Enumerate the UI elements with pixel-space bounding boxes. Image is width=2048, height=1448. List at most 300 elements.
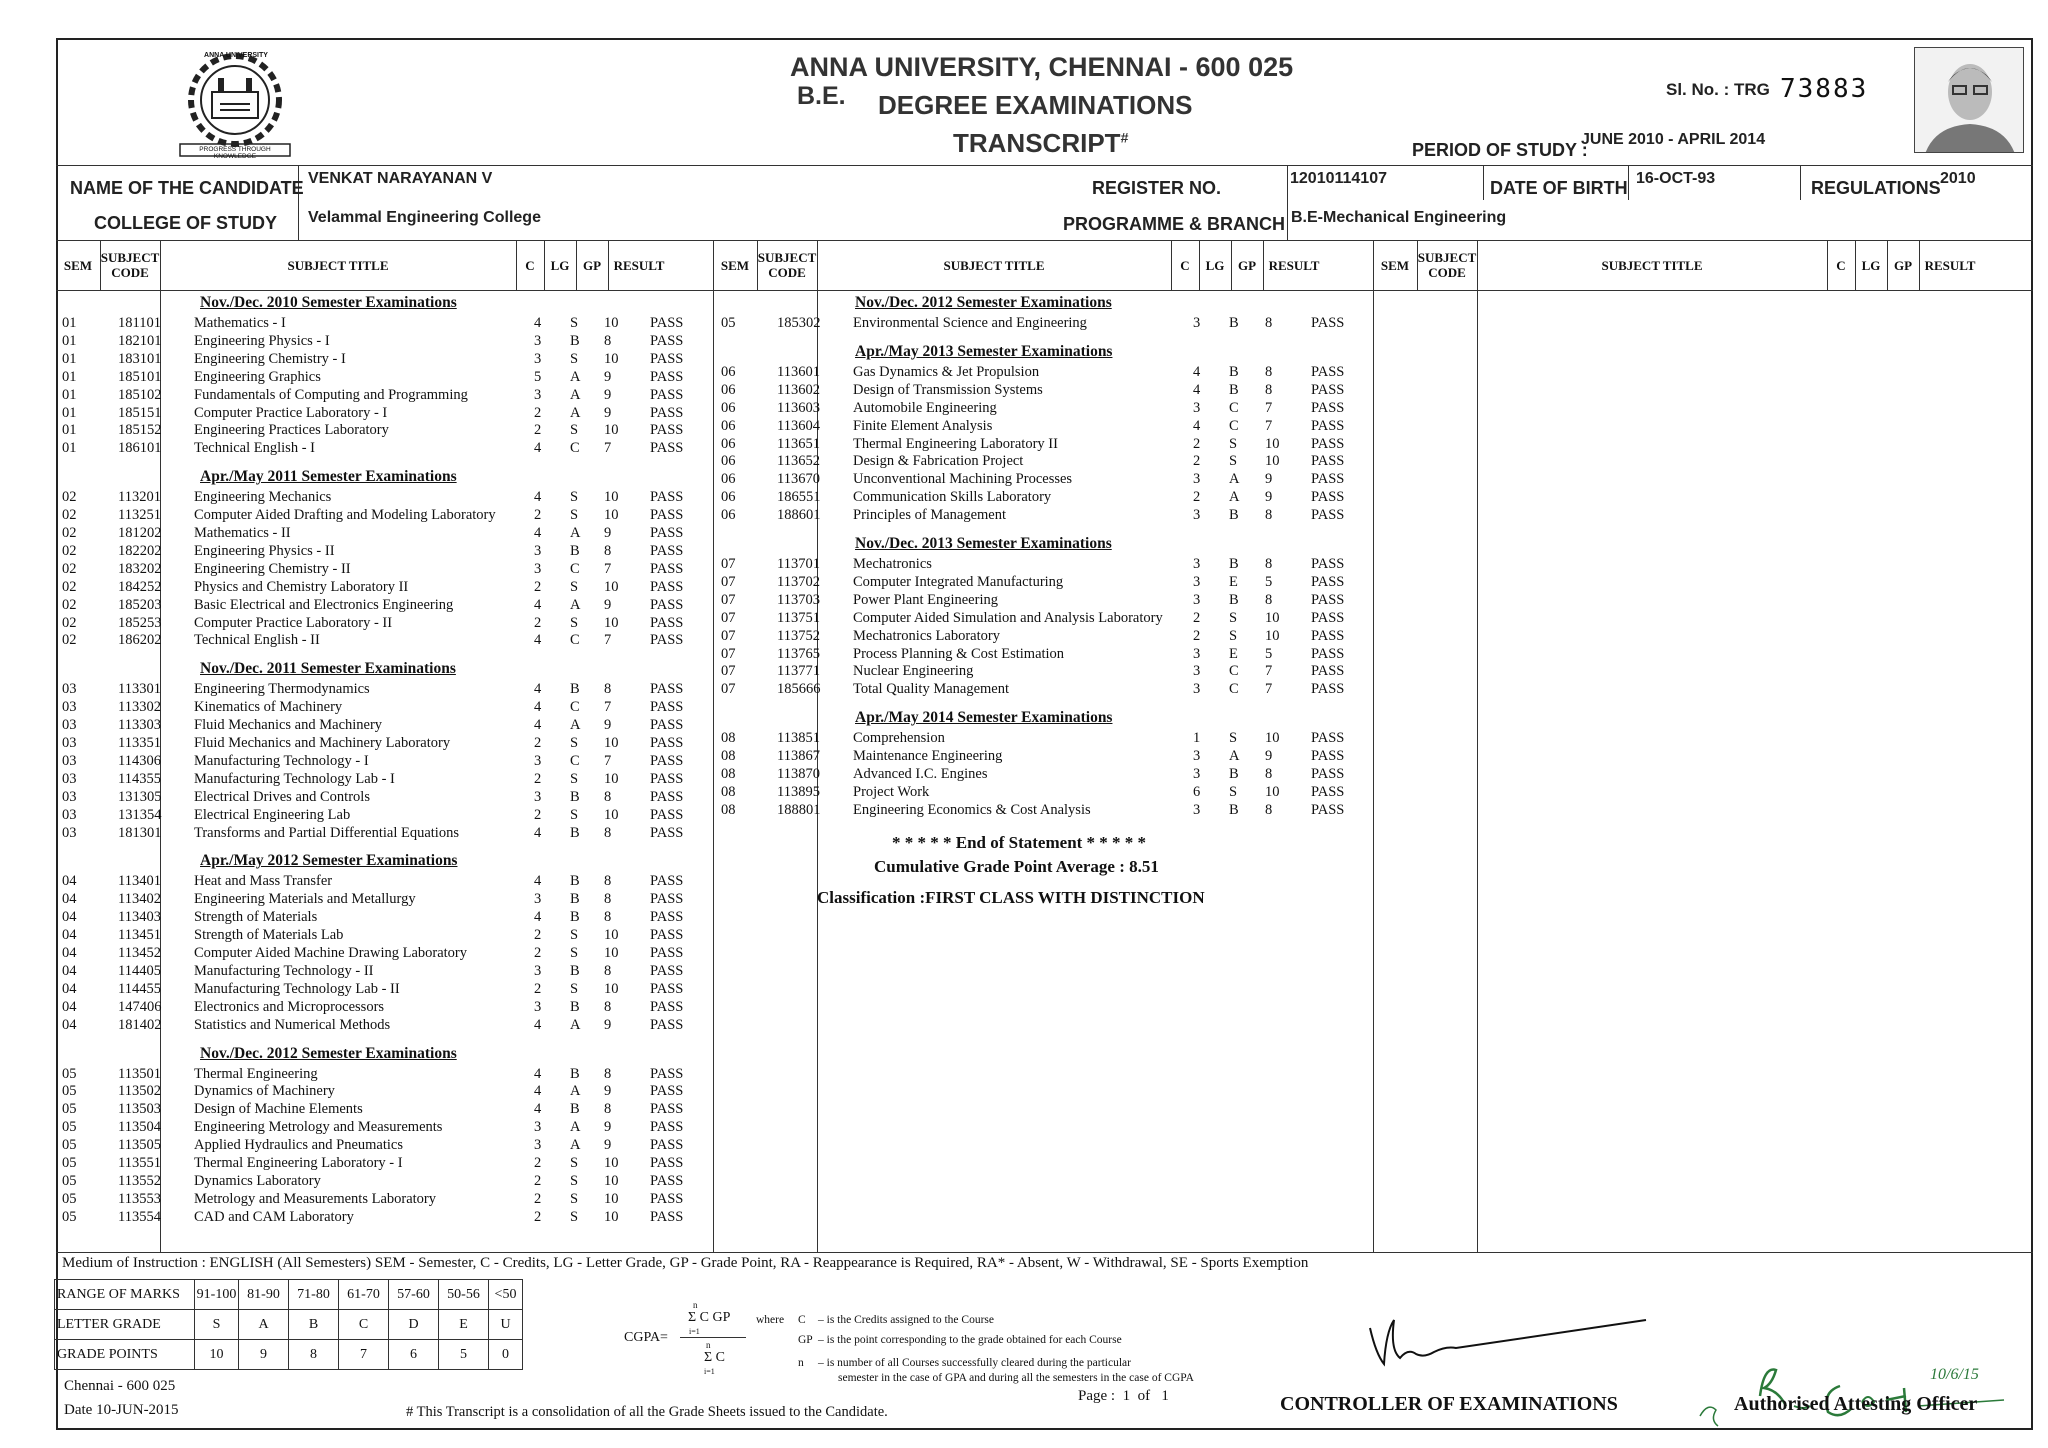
subject-row — [56, 439, 706, 457]
cell-title: Mechatronics — [853, 556, 932, 572]
cell-credits: 3 — [534, 788, 542, 805]
cell-code: 113702 — [777, 573, 820, 590]
cell-sem: 08 — [721, 748, 736, 765]
cell-code: 113302 — [118, 699, 161, 716]
column-head-gp: GP — [582, 257, 602, 273]
cell-title: Comprehension — [853, 730, 945, 747]
cell-title: Power Plant Engineering — [853, 591, 998, 608]
points-cell: 9 — [239, 1340, 289, 1370]
cell-grade-point: 9 — [1265, 748, 1273, 765]
cell-grade-point: 8 — [604, 824, 612, 841]
cell-title: Engineering Materials and Metallurgy — [194, 891, 416, 908]
cell-grade-point: 8 — [604, 681, 612, 698]
cell-title: Dynamics Laboratory — [194, 1172, 321, 1189]
subject-row — [713, 399, 1363, 417]
cell-sem: 03 — [62, 717, 77, 734]
cell-sem: 08 — [721, 801, 736, 818]
subject-row — [56, 386, 706, 404]
cell-letter-grade: A — [570, 1016, 581, 1033]
cell-result: PASS — [650, 1208, 684, 1225]
cell-sem: 08 — [721, 766, 736, 782]
consolidation-note: # This Transcript is a consolidation of all the Grade Sheets issued to the Candidate. — [406, 1404, 888, 1420]
cell-grade-point: 10 — [604, 1155, 619, 1171]
def-c-symbol: C — [798, 1314, 806, 1326]
period-label: PERIOD OF STUDY : — [1412, 140, 1588, 160]
cell-code: 113251 — [118, 507, 161, 524]
cell-letter-grade: B — [1229, 801, 1239, 818]
cell-letter-grade: S — [570, 1155, 579, 1171]
letter-cell: U — [489, 1310, 523, 1340]
cell-grade-point: 10 — [1265, 609, 1280, 626]
cell-result: PASS — [650, 315, 684, 331]
cell-result: PASS — [650, 404, 684, 421]
cell-title: Maintenance Engineering — [853, 748, 1003, 765]
cell-grade-point: 10 — [604, 578, 619, 595]
cell-letter-grade: A — [570, 1119, 581, 1136]
cell-grade-point: 7 — [604, 632, 612, 649]
subject-row — [56, 698, 706, 716]
cell-result: PASS — [650, 1190, 684, 1207]
cell-result: PASS — [650, 386, 684, 403]
def-gp-symbol: GP — [798, 1334, 813, 1346]
cell-code: 113701 — [777, 556, 820, 572]
cell-code: 113604 — [777, 417, 820, 434]
cgpa-value: Cumulative Grade Point Average : 8.51 — [874, 857, 1159, 876]
cell-title: Engineering Chemistry - II — [194, 560, 351, 577]
range-label: RANGE OF MARKS — [55, 1280, 195, 1310]
cell-code: 113603 — [777, 399, 820, 416]
cell-letter-grade: B — [570, 909, 580, 926]
cell-credits: 2 — [534, 927, 542, 944]
cell-result: PASS — [1311, 573, 1345, 590]
subject-row — [56, 908, 706, 926]
cell-code: 114355 — [118, 770, 161, 787]
place: Chennai - 600 025 — [64, 1378, 176, 1394]
cell-result: PASS — [650, 945, 684, 961]
cell-grade-point: 5 — [1265, 573, 1273, 590]
cell-sem: 01 — [62, 368, 77, 385]
cell-result: PASS — [650, 735, 684, 751]
degree-name: B.E. — [797, 82, 846, 110]
cell-title: Mechatronics Laboratory — [853, 627, 1000, 644]
cell-sem: 07 — [721, 573, 736, 590]
cell-grade-point: 9 — [604, 386, 612, 403]
cell-grade-point: 10 — [604, 806, 619, 823]
subject-row — [56, 1154, 706, 1172]
letter-cell: B — [289, 1310, 339, 1340]
cell-letter-grade: E — [1229, 645, 1238, 662]
cell-sem: 03 — [62, 681, 77, 698]
cell-letter-grade: A — [570, 404, 581, 421]
cell-grade-point: 5 — [1265, 645, 1273, 662]
subject-row — [713, 488, 1363, 506]
cell-credits: 2 — [534, 1190, 542, 1207]
cell-code: 185102 — [118, 386, 162, 403]
cell-grade-point: 7 — [604, 440, 612, 457]
cell-grade-point: 8 — [604, 542, 612, 559]
cell-title: Technical English - I — [194, 440, 315, 457]
cell-sem: 05 — [62, 1065, 77, 1082]
cell-title: Computer Aided Drafting and Modeling Laboratory — [194, 507, 496, 524]
cell-code: 181202 — [118, 525, 162, 541]
cell-code: 186551 — [777, 489, 821, 506]
cell-title: Engineering Chemistry - I — [194, 350, 346, 367]
cell-title: Design & Fabrication Project — [853, 453, 1024, 470]
cell-letter-grade: A — [1229, 489, 1240, 506]
cell-letter-grade: S — [570, 489, 579, 506]
subject-row — [56, 890, 706, 908]
cell-code: 113870 — [777, 766, 820, 782]
cell-title: CAD and CAM Laboratory — [194, 1208, 354, 1225]
cell-sem: 07 — [721, 645, 736, 662]
cell-title: Gas Dynamics & Jet Propulsion — [853, 363, 1040, 380]
cell-sem: 08 — [721, 730, 736, 747]
cell-sem: 04 — [62, 927, 77, 944]
formula-idx-top: i=1 — [689, 1327, 700, 1336]
cell-letter-grade: B — [570, 873, 580, 890]
cell-grade-point: 10 — [1265, 730, 1280, 747]
cell-title: Basic Electrical and Electronics Engineering — [194, 596, 454, 613]
subject-row — [56, 806, 706, 824]
cell-code: 185253 — [118, 614, 162, 631]
cell-credits: 3 — [1193, 573, 1201, 590]
cell-credits: 3 — [534, 542, 542, 559]
cell-result: PASS — [650, 717, 684, 734]
cell-grade-point: 10 — [604, 1172, 619, 1189]
cell-grade-point: 7 — [1265, 399, 1273, 416]
cell-grade-point: 8 — [604, 891, 612, 908]
cell-code: 181402 — [118, 1016, 162, 1033]
subject-row — [56, 421, 706, 439]
cell-code: 185302 — [777, 315, 821, 331]
column-head-c: C — [525, 257, 535, 273]
cell-code: 185152 — [118, 422, 162, 439]
cell-code: 113652 — [777, 453, 820, 470]
cell-credits: 4 — [534, 681, 542, 698]
formula-n-top: n — [693, 1300, 698, 1310]
cell-letter-grade: A — [1229, 471, 1240, 488]
cell-letter-grade: B — [1229, 591, 1239, 608]
cell-title: Manufacturing Technology - I — [194, 752, 369, 769]
attest-date: 10/6/15 — [1930, 1366, 1979, 1383]
column-head-result: RESULT — [613, 257, 665, 273]
cell-result: PASS — [1311, 399, 1345, 416]
points-cell: 10 — [195, 1340, 239, 1370]
cell-sem: 02 — [62, 578, 77, 595]
cell-letter-grade: S — [1229, 609, 1238, 626]
cell-credits: 2 — [534, 806, 542, 823]
def-n-line1: – is number of all Courses successfully cleared during the particular — [818, 1357, 1131, 1369]
cell-title: Engineering Thermodynamics — [194, 681, 370, 698]
cell-credits: 2 — [534, 980, 542, 997]
cell-grade-point: 8 — [604, 873, 612, 890]
column-head-lg: LG — [1205, 257, 1225, 273]
cell-title: Manufacturing Technology Lab - II — [194, 980, 400, 997]
cell-letter-grade: B — [570, 962, 580, 979]
cell-title: Metrology and Measurements Laboratory — [194, 1190, 436, 1207]
cell-title: Computer Practice Laboratory - II — [194, 614, 393, 631]
cell-credits: 3 — [534, 1137, 542, 1154]
cell-title: Technical English - II — [194, 632, 320, 649]
cell-credits: 3 — [1193, 471, 1201, 488]
cell-credits: 3 — [1193, 399, 1201, 416]
cell-credits: 4 — [534, 909, 542, 926]
cell-letter-grade: S — [570, 980, 579, 997]
cell-grade-point: 8 — [1265, 801, 1273, 818]
cell-letter-grade: C — [570, 752, 580, 769]
cell-sem: 02 — [62, 525, 77, 541]
cell-result: PASS — [1311, 435, 1345, 452]
cell-title: Thermal Engineering Laboratory II — [853, 435, 1058, 452]
cell-code: 113403 — [118, 909, 161, 926]
cell-result: PASS — [1311, 681, 1345, 698]
points-label: GRADE POINTS — [55, 1340, 195, 1370]
cell-credits: 2 — [534, 1172, 542, 1189]
cell-result: PASS — [1311, 627, 1345, 644]
subject-row — [56, 998, 706, 1016]
cell-credits: 2 — [534, 507, 542, 524]
column-head-gp: GP — [1893, 257, 1913, 273]
cell-credits: 4 — [534, 1065, 542, 1082]
cell-credits: 5 — [534, 368, 542, 385]
cell-title: Electronics and Microprocessors — [194, 998, 385, 1015]
cell-grade-point: 9 — [604, 368, 612, 385]
semester-heading: Nov./Dec. 2012 Semester Examinations — [855, 294, 1112, 311]
cell-credits: 2 — [534, 735, 542, 751]
cell-credits: 2 — [1193, 435, 1201, 452]
cell-grade-point: 8 — [604, 909, 612, 926]
subject-row — [713, 314, 1363, 332]
cell-sem: 04 — [62, 962, 77, 979]
cell-sem: 04 — [62, 998, 77, 1015]
cell-credits: 2 — [534, 404, 542, 421]
dob-label: DATE OF BIRTH — [1490, 178, 1628, 198]
cell-result: PASS — [650, 578, 684, 595]
cell-grade-point: 9 — [604, 525, 612, 541]
cell-result: PASS — [650, 806, 684, 823]
cell-credits: 3 — [1193, 748, 1201, 765]
subject-row — [56, 1208, 706, 1226]
cell-title: Thermal Engineering — [194, 1065, 318, 1082]
cell-code: 182202 — [118, 542, 162, 559]
cell-result: PASS — [650, 1137, 684, 1154]
cell-sem: 06 — [721, 453, 736, 470]
serial-number: 73883 — [1780, 74, 1869, 104]
cell-result: PASS — [650, 525, 684, 541]
cell-title: Thermal Engineering Laboratory - I — [194, 1155, 403, 1171]
cell-code: 185666 — [777, 681, 821, 698]
cell-code: 188801 — [777, 801, 821, 818]
period-value: JUNE 2010 - APRIL 2014 — [1581, 131, 1766, 148]
college-name: Velammal Engineering College — [308, 209, 541, 226]
cell-grade-point: 7 — [1265, 663, 1273, 680]
cell-grade-point: 8 — [604, 788, 612, 805]
semester-heading: Nov./Dec. 2010 Semester Examinations — [200, 294, 457, 311]
cell-sem: 01 — [62, 440, 77, 457]
letter-cell: D — [389, 1310, 439, 1340]
cell-sem: 08 — [721, 783, 736, 800]
cell-sem: 01 — [62, 315, 77, 331]
cell-code: 114405 — [118, 962, 161, 979]
cell-result: PASS — [650, 788, 684, 805]
range-cell: 81-90 — [239, 1280, 289, 1310]
subject-row — [56, 1172, 706, 1190]
cell-title: Fluid Mechanics and Machinery Laboratory — [194, 735, 451, 751]
cell-result: PASS — [650, 752, 684, 769]
cell-code: 113552 — [118, 1172, 161, 1189]
cell-result: PASS — [650, 632, 684, 649]
cell-grade-point: 10 — [604, 422, 619, 439]
cell-code: 113651 — [777, 435, 820, 452]
cell-credits: 3 — [534, 752, 542, 769]
cell-letter-grade: B — [570, 891, 580, 908]
column-head-result: RESULT — [1268, 257, 1320, 273]
cell-code: 113751 — [777, 609, 820, 626]
subject-row — [713, 363, 1363, 381]
cell-code: 183101 — [118, 350, 162, 367]
cell-sem: 06 — [721, 399, 736, 416]
cell-title: Engineering Graphics — [194, 368, 321, 385]
subject-row — [713, 573, 1363, 591]
cell-letter-grade: C — [1229, 663, 1239, 680]
cell-grade-point: 8 — [604, 962, 612, 979]
cell-credits: 6 — [1193, 783, 1201, 800]
cell-sem: 07 — [721, 591, 736, 608]
cell-letter-grade: B — [1229, 556, 1239, 572]
where-label: where — [756, 1314, 785, 1326]
cell-title: Engineering Practices Laboratory — [194, 422, 389, 439]
cell-letter-grade: B — [570, 332, 580, 349]
cell-letter-grade: C — [1229, 417, 1239, 434]
subject-row — [713, 470, 1363, 488]
subject-row — [56, 1100, 706, 1118]
cell-letter-grade: A — [570, 1083, 581, 1100]
cell-code: 113551 — [118, 1155, 161, 1171]
cell-credits: 3 — [534, 386, 542, 403]
points-cell: 8 — [289, 1340, 339, 1370]
cell-code: 131305 — [118, 788, 162, 805]
cell-grade-point: 10 — [604, 927, 619, 944]
cell-result: PASS — [650, 909, 684, 926]
cell-credits: 2 — [1193, 489, 1201, 506]
cell-credits: 3 — [534, 350, 542, 367]
cell-code: 113554 — [118, 1208, 161, 1225]
cell-credits: 4 — [534, 717, 542, 734]
cell-result: PASS — [1311, 609, 1345, 626]
cell-result: PASS — [650, 681, 684, 698]
column-head-c: C — [1180, 257, 1190, 273]
cell-credits: 3 — [534, 1119, 542, 1136]
programme-branch: B.E-Mechanical Engineering — [1291, 209, 1507, 226]
cell-sem: 06 — [721, 381, 736, 398]
cell-title: Computer Practice Laboratory - I — [194, 404, 388, 421]
semester-heading: Apr./May 2013 Semester Examinations — [855, 342, 1113, 360]
cell-title: Kinematics of Machinery — [194, 699, 343, 716]
cell-sem: 06 — [721, 489, 736, 506]
cell-grade-point: 10 — [604, 350, 619, 367]
cell-letter-grade: A — [570, 525, 581, 541]
cell-result: PASS — [650, 1172, 684, 1189]
cell-title: Communication Skills Laboratory — [853, 489, 1052, 506]
cell-title: Automobile Engineering — [853, 399, 997, 416]
cell-grade-point: 9 — [604, 596, 612, 613]
column-head-title: SUBJECT TITLE — [943, 257, 1045, 273]
cell-credits: 3 — [1193, 507, 1201, 524]
cell-result: PASS — [650, 489, 684, 506]
cell-result: PASS — [1311, 663, 1345, 680]
column-head-c: C — [1836, 257, 1846, 273]
semester-heading: Nov./Dec. 2012 Semester Examinations — [200, 1044, 457, 1062]
cell-code: 114455 — [118, 980, 161, 997]
cell-code: 185151 — [118, 404, 162, 421]
column-head-lg: LG — [1861, 257, 1881, 273]
cell-letter-grade: C — [570, 699, 580, 716]
cell-code: 147406 — [118, 998, 162, 1015]
cell-letter-grade: S — [570, 1190, 579, 1207]
points-cell: 5 — [439, 1340, 489, 1370]
subject-row — [56, 542, 706, 560]
cell-sem: 04 — [62, 909, 77, 926]
logo-ring-text: ANNA UNIVERSITY — [204, 52, 268, 59]
semester-heading: Apr./May 2012 Semester Examinations — [200, 852, 458, 870]
cell-letter-grade: S — [570, 927, 579, 944]
cell-credits: 2 — [534, 614, 542, 631]
cell-credits: 3 — [1193, 556, 1201, 572]
cell-grade-point: 8 — [1265, 766, 1273, 782]
cell-result: PASS — [1311, 417, 1345, 434]
university-name: ANNA UNIVERSITY, CHENNAI - 600 025 — [790, 52, 1294, 82]
cell-grade-point: 10 — [604, 945, 619, 961]
cell-code: 184252 — [118, 578, 162, 595]
cell-sem: 06 — [721, 363, 736, 380]
cell-result: PASS — [650, 962, 684, 979]
cell-title: Heat and Mass Transfer — [194, 873, 333, 890]
cell-sem: 05 — [62, 1119, 77, 1136]
end-of-statement: * * * * * End of Statement * * * * * — [892, 833, 1147, 852]
column-head-title: SUBJECT TITLE — [287, 257, 389, 273]
cell-grade-point: 8 — [1265, 381, 1273, 398]
cell-credits: 2 — [534, 770, 542, 787]
cell-letter-grade: S — [570, 770, 579, 787]
cell-code: 113765 — [777, 645, 820, 662]
cell-title: Dynamics of Machinery — [194, 1083, 335, 1100]
cell-code: 131354 — [118, 806, 162, 823]
cell-grade-point: 8 — [604, 332, 612, 349]
subject-row — [56, 1118, 706, 1136]
cell-sem: 04 — [62, 891, 77, 908]
cell-grade-point: 9 — [604, 717, 612, 734]
cell-sem: 03 — [62, 788, 77, 805]
cell-credits: 3 — [1193, 766, 1201, 782]
range-cell: 91-100 — [195, 1280, 239, 1310]
semester-heading: Apr./May 2011 Semester Examinations — [200, 468, 457, 486]
cell-title: Statistics and Numerical Methods — [194, 1016, 391, 1033]
date-of-birth: 16-OCT-93 — [1636, 170, 1716, 187]
cell-letter-grade: A — [570, 386, 581, 403]
cell-title: Transforms and Partial Differential Equations — [194, 824, 459, 841]
subject-row — [56, 1065, 706, 1083]
cell-letter-grade: B — [570, 681, 580, 698]
cell-code: 113895 — [777, 783, 820, 800]
subject-row — [56, 368, 706, 386]
cell-credits: 4 — [534, 440, 542, 457]
cell-credits: 2 — [534, 945, 542, 961]
cell-title: Engineering Physics - I — [194, 332, 330, 349]
cell-credits: 2 — [534, 422, 542, 439]
page-number: Page : 1 of 1 — [1078, 1388, 1169, 1404]
programme-label: PROGRAMME & BRANCH — [1063, 214, 1285, 234]
semester-heading: Nov./Dec. 2011 Semester Examinations — [200, 660, 456, 678]
